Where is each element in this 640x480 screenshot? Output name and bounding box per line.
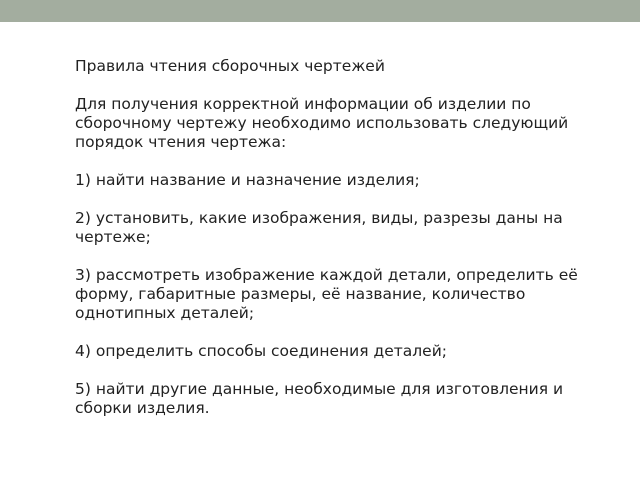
intro-paragraph: Для получения корректной информации об изделии по сборочному чертежу необходимо использовать следующий порядок чтения чертежа: [75, 95, 569, 151]
step-2: 2) установить, какие изображения, виды, разрезы даны на чертеже; [75, 209, 563, 246]
step-4: 4) определить способы соединения деталей; [75, 342, 447, 360]
step-3: 3) рассмотреть изображение каждой детали, определить её форму, габаритные размеры, её название, количество однотипных деталей; [75, 266, 578, 322]
slide-title: Правила чтения сборочных чертежей [75, 57, 385, 75]
slide-content [75, 57, 595, 418]
step-1: 1) найти название и назначение изделия; [75, 171, 420, 189]
top-bar [0, 0, 640, 22]
step-5: 5) найти другие данные, необходимые для изготовления и сборки изделия. [75, 380, 564, 417]
